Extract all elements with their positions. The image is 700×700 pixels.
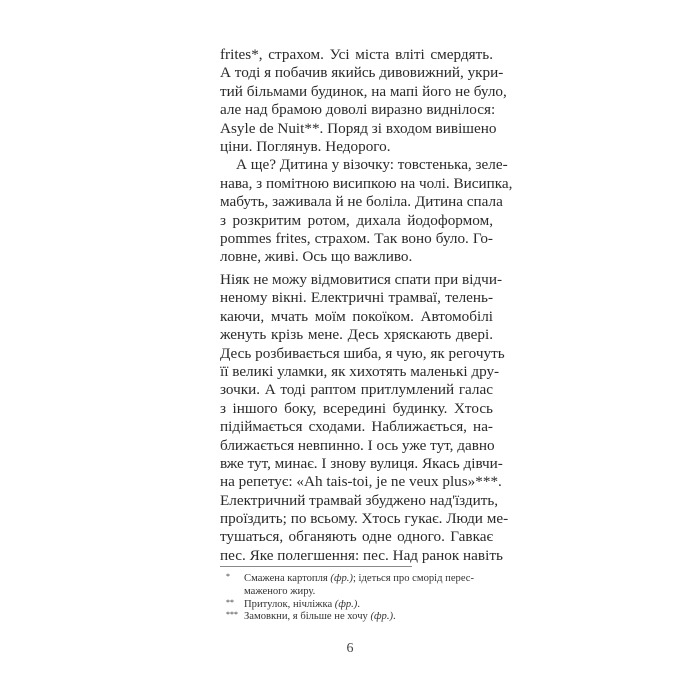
- text-line: нава, з помітною висипкою на чолі. Висипка,: [220, 174, 513, 192]
- text-line: Asyle de Nuit**. Поряд зі входом вивішено: [220, 119, 497, 137]
- text-line: неному вікні. Електричні трамваї, телень-: [220, 289, 493, 307]
- footnote-text: Смажена картопля: [244, 573, 331, 584]
- text-line: мабуть, заживала й не боліла. Дитина спала: [220, 193, 503, 211]
- footnote-lang: (фр.): [370, 611, 394, 623]
- footnote-text: Замовкни, я більше не хочу: [244, 611, 371, 623]
- text-line: її великі уламки, як хихотять маленькі дру-: [220, 362, 500, 380]
- text-line: але над брамою доволі виразно виднілося:: [220, 101, 496, 119]
- footnote-rest: .: [393, 611, 396, 623]
- footnote-continuation: маженого жиру.: [244, 585, 316, 597]
- text-line: ближається невпинно. І ось уже тут, давно: [220, 436, 495, 454]
- footnote-rule: [220, 566, 412, 567]
- text-line: підіймається сходами. Наближається, на-: [220, 418, 493, 436]
- text-line: женуть крізь мене. Десь хряскають двері.: [220, 326, 493, 344]
- footnote-1: [220, 573, 493, 599]
- text-line: тушаться, обганяють одне одного. Гавкає: [220, 528, 493, 546]
- footnote-marker: **: [226, 597, 234, 607]
- text-line: frites*, страхом. Усі міста вліті смердять.: [220, 46, 493, 63]
- paragraph-block-2: [220, 271, 509, 565]
- text-line: Ніяк не можу відмовитися спати при відчи-: [220, 271, 502, 288]
- footnote-text: Притулок, нічліжка: [244, 598, 335, 610]
- text-line: з іншого боку, всередині будинку. Хтось: [220, 399, 493, 417]
- footnote-3: [220, 611, 493, 624]
- text-line: Електричний трамвай збуджено над'їздить,: [220, 491, 499, 509]
- text-line: тий більмами будинок, на мапі його не було,: [220, 82, 507, 100]
- footnote-rest: .: [357, 598, 360, 610]
- page-number: 6: [346, 641, 354, 656]
- text-line: Десь розбивається шиба, я чую, як регочуть: [220, 344, 505, 362]
- text-line: пес. Яке полегшення: пес. Над ранок навіть: [220, 546, 503, 564]
- text-line: ловне, живі. Ось що важливо.: [220, 248, 413, 266]
- text-line: pommes frites, страхом. Так воно було. Го-: [220, 229, 493, 247]
- footnote-marker: ***: [226, 610, 238, 620]
- text-line: каючи, мчать моїм покоїком. Автомобілі: [220, 307, 493, 325]
- text-line: А тоді я побачив якийсь дивовижний, укри-: [220, 64, 504, 82]
- footnote-lang: (фр.): [334, 598, 358, 610]
- footnote-rest: ; ідеться про сморід перес-: [352, 573, 475, 584]
- text-line: А ще? Дитина у візочку: товстенька, зеле-: [236, 156, 508, 174]
- paragraph-block-1: [220, 46, 513, 267]
- text-line: зочки. А тоді раптом притлумлений галас: [220, 381, 493, 399]
- footnote-lang: (фр.): [330, 573, 353, 584]
- footnote-marker: *: [226, 572, 230, 581]
- text-line: вже тут, минає. І знову вулиця. Якась дівчи-: [220, 454, 503, 472]
- footnote-2: [220, 599, 493, 612]
- text-line: з розкритим ротом, дихала йодоформом,: [220, 211, 493, 229]
- text-line: ціни. Поглянув. Недорого.: [220, 137, 391, 155]
- text-line: проїздить; по всьому. Хтось гукає. Люди ме-: [220, 510, 509, 528]
- text-line: на репетує: «Ah tais-toi, je ne veux plus»***.: [220, 473, 502, 491]
- footnotes: [220, 573, 493, 624]
